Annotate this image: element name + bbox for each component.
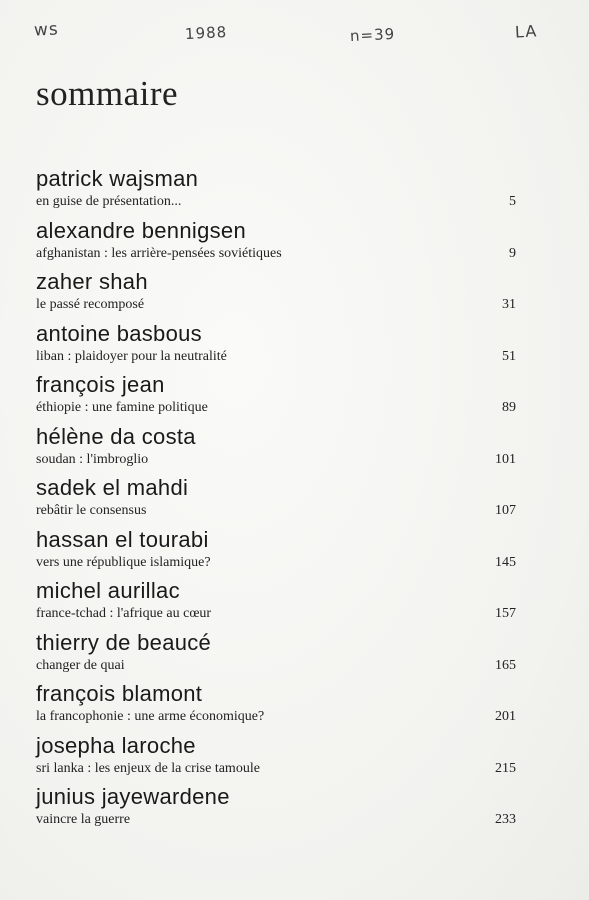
toc-entry (36, 321, 516, 373)
toc-page-number: 145 (495, 554, 516, 570)
toc-article-title: soudan : l'imbroglio (36, 451, 149, 467)
toc-article-title: vaincre la guerre (36, 812, 131, 827)
toc-article-title: afghanistan : les arrière-pensées soviétiques (36, 245, 282, 261)
toc-author: zaher shah (36, 269, 148, 294)
toc-article-title: sri lanka : les enjeux de la crise tamoule (36, 760, 260, 776)
toc-author: junius jayewardene (36, 784, 230, 809)
toc-article-title: le passé recomposé (36, 297, 145, 312)
toc-entry (36, 733, 516, 785)
handwritten-year: 1988 (184, 22, 228, 44)
toc-author: thierry de beaucé (36, 629, 212, 655)
toc-entry (36, 269, 516, 321)
toc-entry (36, 372, 516, 424)
toc-page-number: 215 (495, 760, 516, 776)
toc-entry (36, 784, 516, 836)
toc-page-number: 5 (509, 194, 516, 209)
toc-page-number: 165 (495, 657, 516, 673)
toc-page-number: 157 (495, 606, 516, 621)
toc-article-title: vers une république islamique? (36, 554, 211, 570)
toc-page-number: 31 (502, 297, 516, 312)
toc-page-number: 9 (509, 245, 516, 261)
toc-article-title: rebâtir le consensus (36, 503, 147, 518)
toc-entry (36, 578, 516, 630)
toc-page-number: 101 (495, 451, 516, 467)
toc-author: alexandre bennigsen (36, 217, 246, 243)
toc-page-number: 233 (495, 812, 516, 827)
toc-article-title: liban : plaidoyer pour la neutralité (36, 348, 227, 364)
toc-page-number: 107 (495, 503, 516, 518)
handwritten-initials: LA (514, 21, 538, 42)
toc-author: patrick wajsman (36, 166, 199, 191)
page-title: sommaire (36, 74, 179, 113)
toc-author: françois blamont (36, 681, 203, 706)
handwritten-note: ws (33, 19, 60, 41)
toc-entry (36, 475, 516, 527)
toc-entry (36, 166, 516, 218)
toc-author: hélène da costa (36, 423, 196, 449)
toc-page-number: 89 (502, 400, 516, 415)
toc-entry (36, 218, 516, 270)
toc-article-title: en guise de présentation... (36, 194, 182, 209)
toc-entry (36, 527, 516, 579)
toc-author: françois jean (36, 372, 165, 397)
toc-article-title: éthiopie : une famine politique (36, 400, 208, 415)
toc-author: sadek el mahdi (36, 475, 189, 500)
table-of-contents (36, 166, 516, 836)
toc-page-number: 201 (495, 709, 516, 724)
toc-article-title: la francophonie : une arme économique? (36, 709, 265, 724)
toc-entry (36, 630, 516, 682)
toc-entry (36, 681, 516, 733)
toc-author: antoine basbous (36, 320, 202, 346)
toc-author: michel aurillac (36, 578, 180, 603)
toc-page-number: 51 (502, 348, 516, 364)
toc-entry (36, 424, 516, 476)
toc-author: hassan el tourabi (36, 526, 209, 552)
toc-article-title: changer de quai (36, 657, 125, 673)
toc-article-title: france-tchad : l'afrique au cœur (36, 606, 212, 621)
handwritten-issue-number: n=39 (349, 24, 396, 46)
toc-author: josepha laroche (36, 732, 196, 758)
